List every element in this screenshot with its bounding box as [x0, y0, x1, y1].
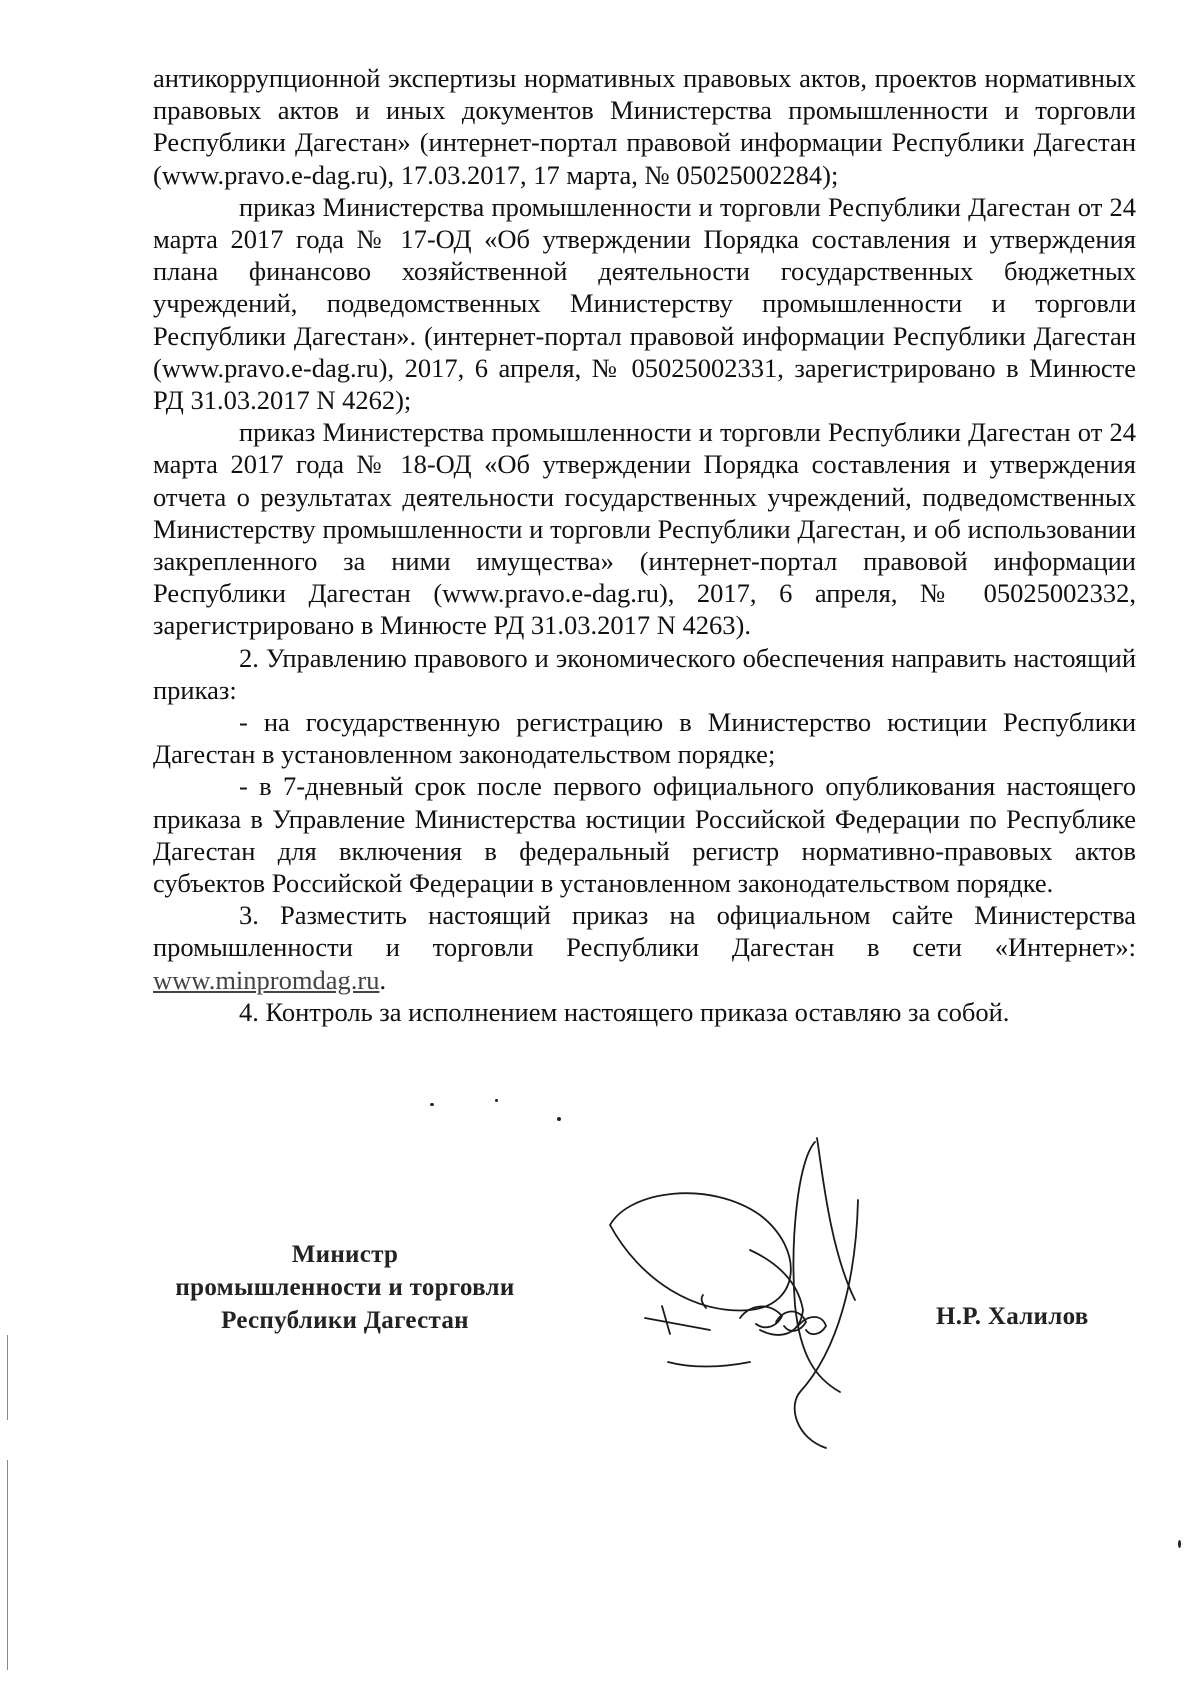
scan-speck [557, 1117, 561, 1121]
item-3-end: . [379, 964, 387, 995]
handwritten-signature [600, 1130, 960, 1460]
paragraph-item-4: 4. Контроль за исполнением настоящего приказа оставляю за собой. [239, 996, 1010, 1027]
signatory-title [150, 1238, 540, 1337]
document-body [153, 62, 1136, 1028]
paragraph-order-18-od: приказ Министерства промышленности и торговли Республики Дагестан от 24 марта 2017 года № 18-ОД «Об утверждении Порядка составления и утверждения отчета о результатах деятельности государственных учреждений, подведомственных Министерству промышленности и торговли Республики Дагестан, и об использовании закрепленного за ними имущества» (интернет-портал правовой информации Республики Дагестан (www.pravo.e-dag.ru), 2017, 6 апреля, № 05025002332, зарегистрировано в Минюсте РД 31.03.2017 N 4263). [153, 417, 1136, 641]
paragraph-publication: - в 7-дневный срок после первого официального опубликования настоящего приказа в Управление Министерства юстиции Российской Федерации по Республике Дагестан для включения в федеральный регистр нормативно-правовых актов субъектов Российской Федерации в установленном законодательством порядке. [153, 771, 1136, 899]
paragraph-registration: - на государственную регистрацию в Министерство юстиции Республики Дагестан в установленном законодательством порядке; [153, 707, 1136, 770]
signatory-title-line: Республики Дагестан [221, 1307, 469, 1334]
paragraph-item-3 [153, 899, 1136, 996]
paragraph-anticorruption: антикоррупционной экспертизы нормативных правовых актов, проектов нормативных правовых актов и иных документов Министерства промышленности и торговли Республики Дагестан» (интернет-портал правовой информации Республики Дагестан (www.pravo.e-dag.ru), 17.03.2017, 17 марта, № 05025002284); [153, 63, 1136, 190]
website-link[interactable]: www.minpromdag.ru [153, 964, 380, 995]
signatory-name: Н.Р. Халилов [936, 1303, 1089, 1330]
item-3-text: 3. Разместить настоящий приказ на официальном сайте Министерства промышленности и торговли Республики Дагестан в сети «Интернет»: [153, 900, 1136, 963]
signatory-title-line: промышленности и торговли [175, 1274, 515, 1301]
paragraph-order-17-od: приказ Министерства промышленности и торговли Республики Дагестан от 24 марта 2017 года № 17-ОД «Об утверждении Порядка составления и утверждения плана финансово хозяйственной деятельности государственных бюджетных учреждений, подведомственных Министерству промышленности и торговли Республики Дагестан». (интернет-портал правовой информации Республики Дагестан (www.pravo.e-dag.ru), 2017, 6 апреля, № 05025002331, зарегистрировано в Минюсте РД 31.03.2017 N 4262); [153, 191, 1136, 416]
scan-speck [495, 1099, 498, 1102]
paragraph-item-2: 2. Управлению правового и экономического обеспечения направить настоящий приказ: [153, 642, 1136, 705]
scan-speck [1178, 1540, 1181, 1548]
signatory-title-line: Министр [291, 1241, 399, 1268]
scan-margin-line-lower [7, 1460, 8, 1670]
scan-margin-line [7, 1335, 8, 1420]
scan-speck [430, 1103, 434, 1106]
